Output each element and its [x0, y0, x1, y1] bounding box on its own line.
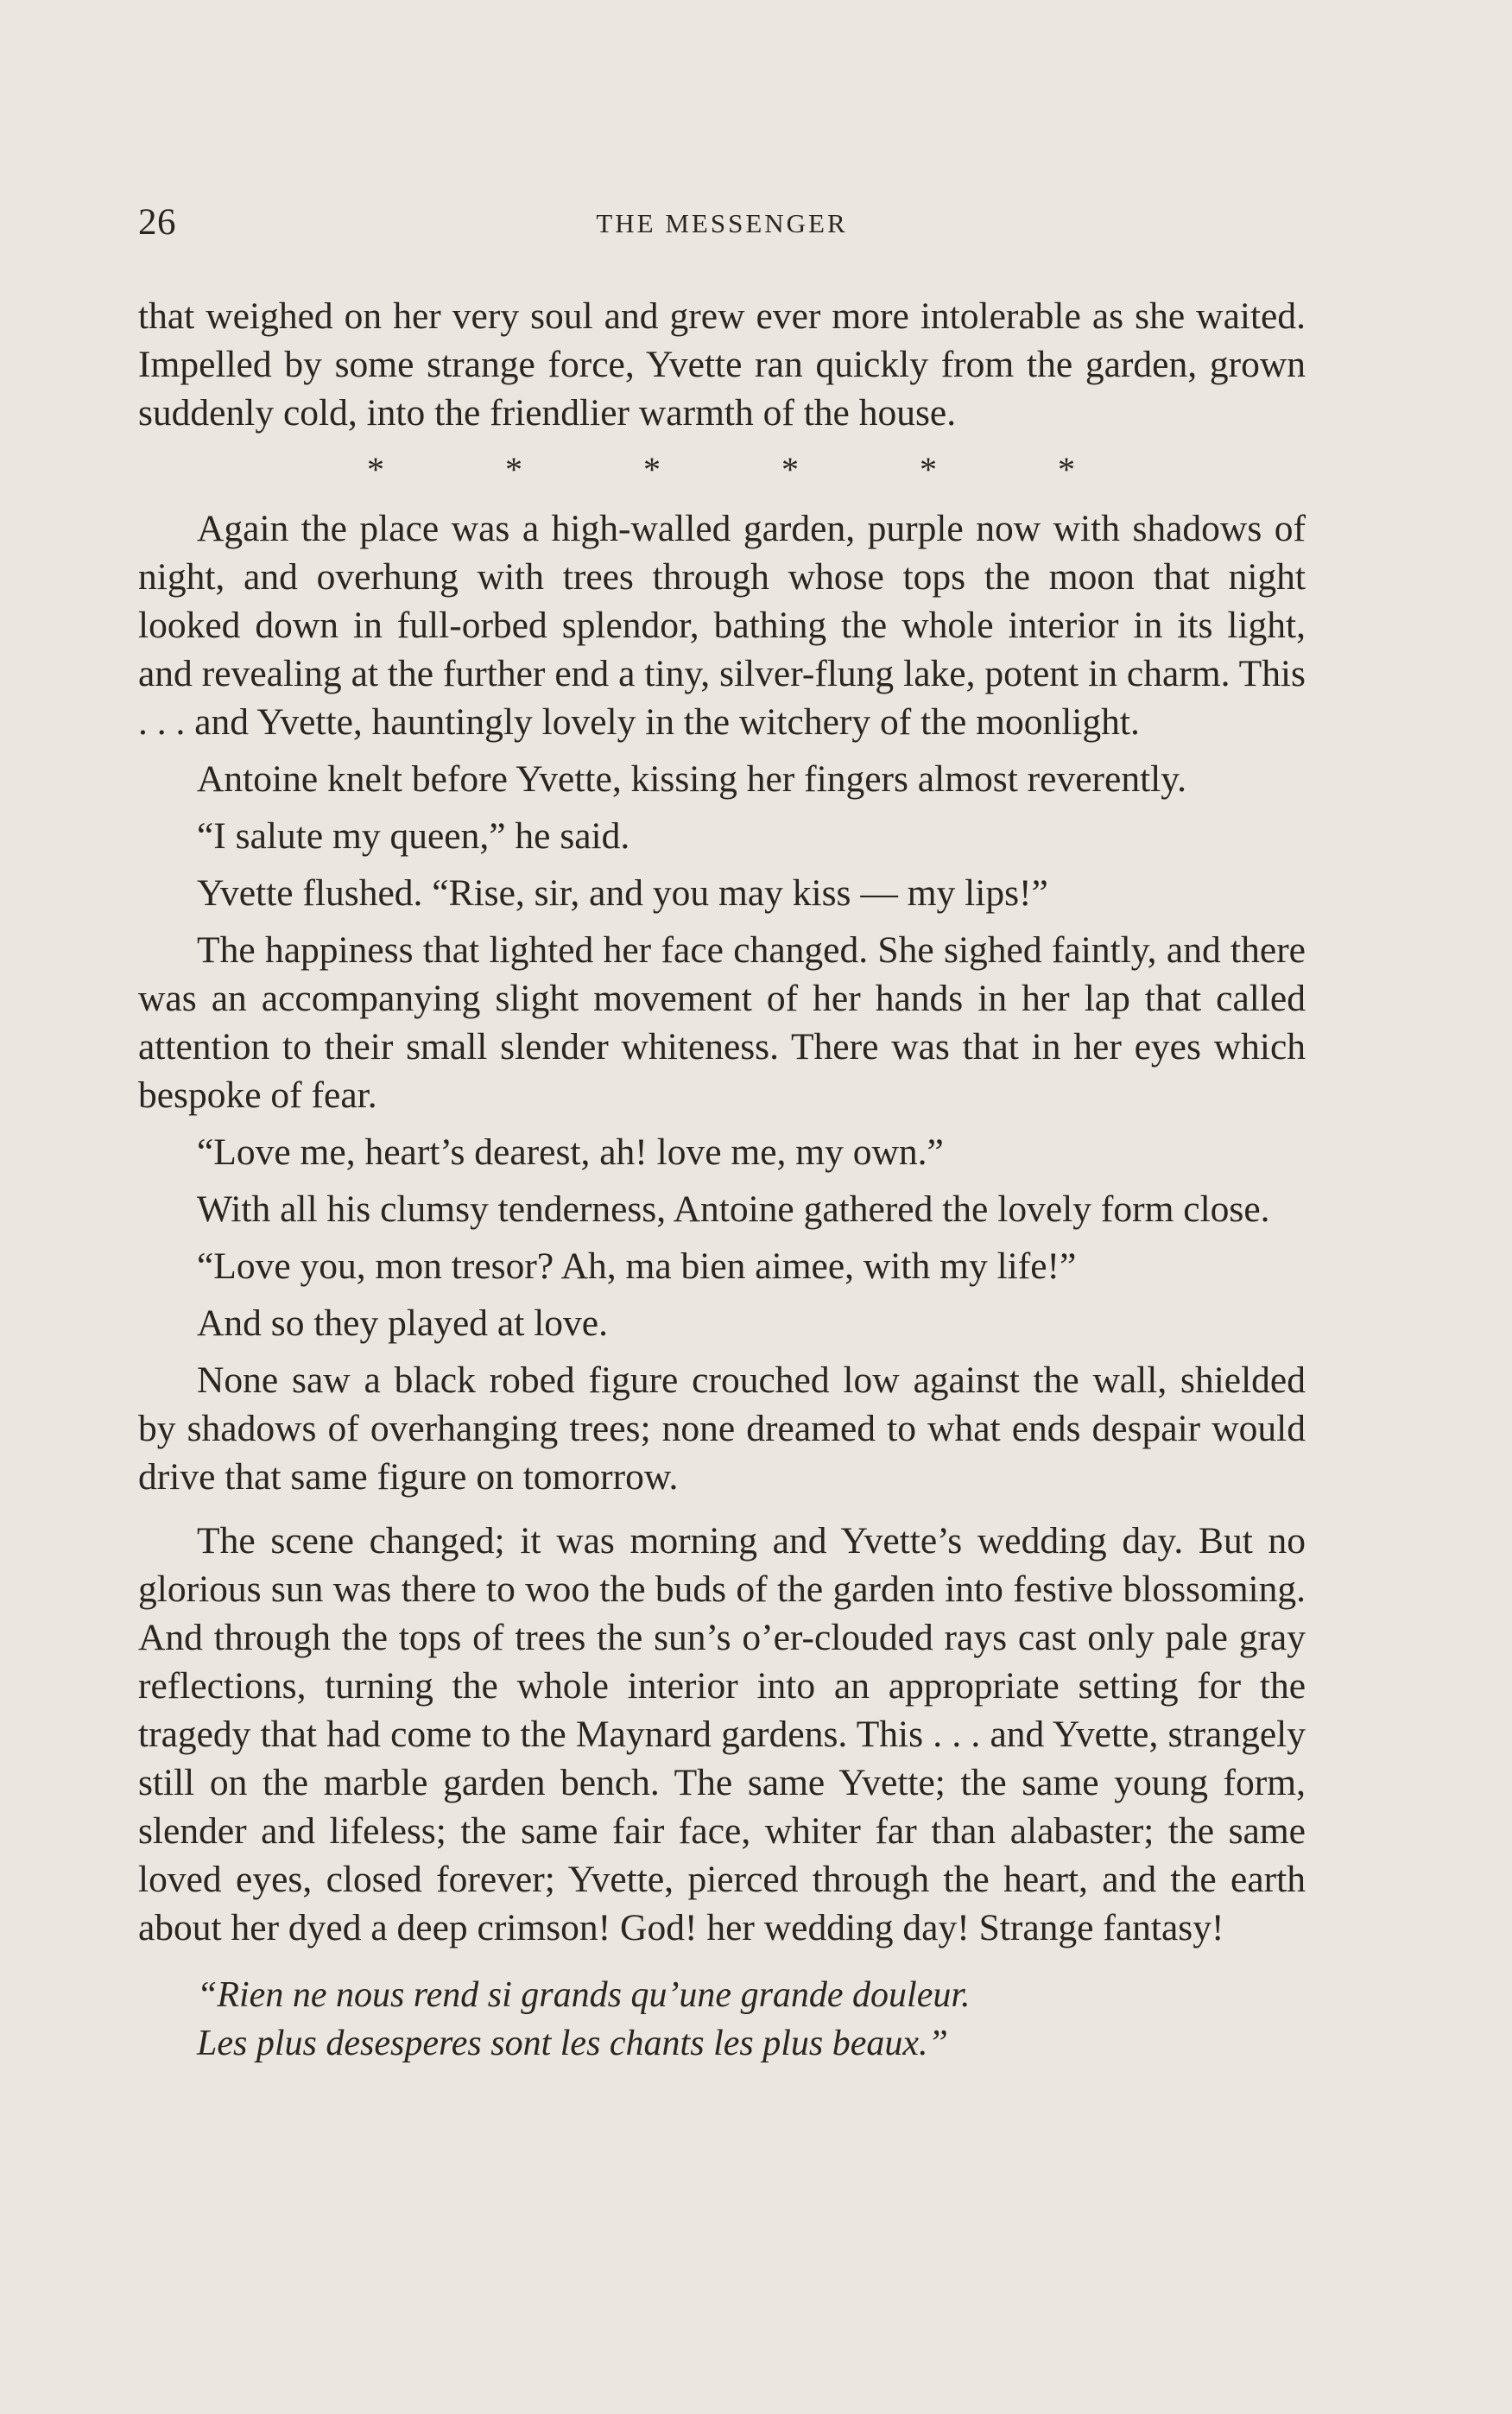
running-head: THE MESSENGER — [596, 208, 848, 238]
paragraph: “I salute my queen,” he said. — [197, 815, 630, 857]
paragraph: The happiness that lighted her face changed. She sighed faintly, and there was an accompanying slight movement of her hands in her lap that called attention to their small slender whiteness. There was that in her eyes which bespoke of fear. — [138, 929, 1306, 1116]
separator-asterisk: * — [781, 450, 799, 489]
paragraph-continuation: that weighed on her very soul and grew ever more intolerable as she waited. Impelled by some strange force, Yvette ran quickly from the garden, grown suddenly cold, into the friendlier warmth of the house. — [138, 295, 1306, 434]
paragraph: And so they played at love. — [197, 1302, 608, 1344]
paragraph: Yvette flushed. “Rise, sir, and you may kiss — my lips!” — [197, 872, 1048, 914]
paragraph: None saw a black robed figure crouched low against the wall, shielded by shadows of overhanging trees; none dreamed to what ends despair would drive that same figure on tomorrow. — [138, 1359, 1306, 1498]
separator-asterisk: * — [1058, 450, 1075, 489]
separator-asterisk: * — [505, 450, 522, 489]
section-separator — [367, 446, 1075, 494]
verse-line: Les plus desesperes sont les chants les plus beaux.” — [197, 2024, 948, 2063]
verse-line: “Rien ne nous rend si grands qu’une grande douleur. — [197, 1975, 971, 2015]
separator-asterisk: * — [920, 450, 937, 489]
paragraph: With all his clumsy tenderness, Antoine gathered the lovely form close. — [197, 1188, 1270, 1230]
page-number: 26 — [138, 202, 176, 243]
paragraph: “Love me, heart’s dearest, ah! love me, my own.” — [197, 1131, 944, 1173]
page-header — [138, 197, 1306, 249]
separator-asterisk: * — [367, 450, 384, 489]
separator-asterisk: * — [643, 450, 661, 489]
paragraph: “Love you, mon tresor? Ah, ma bien aimee, with my life!” — [197, 1245, 1077, 1287]
body-text — [138, 292, 1306, 2068]
paragraph: Again the place was a high-walled garden, purple now with shadows of night, and overhung with trees through whose tops the moon that night looked down in full-orbed splendor, bathing the whole interior in its light, and revealing at the further end a tiny, silver-flung lake, potent in charm. This . . . and Yvette, hauntingly lovely in the witchery of the moonlight. — [138, 508, 1306, 743]
paragraph: Antoine knelt before Yvette, kissing her fingers almost reverently. — [197, 758, 1187, 800]
paragraph: The scene changed; it was morning and Yvette’s wedding day. But no glorious sun was there to woo the buds of the garden into festive blossoming. And through the tops of trees the sun’s o’er-clouded rays cast only pale gray reflections, turning the whole interior into an appropriate setting for the tragedy that had come to the Maynard gardens. This . . . and Yvette, strangely still on the marble garden bench. The same Yvette; the same young form, slender and lifeless; the same fair face, whiter far than alabaster; the same loved eyes, closed forever; Yvette, pierced through the heart, and the earth about her dyed a deep crimson! God! her wedding day! Strange fantasy! — [138, 1520, 1306, 1948]
verse-quotation — [197, 1971, 1306, 2068]
